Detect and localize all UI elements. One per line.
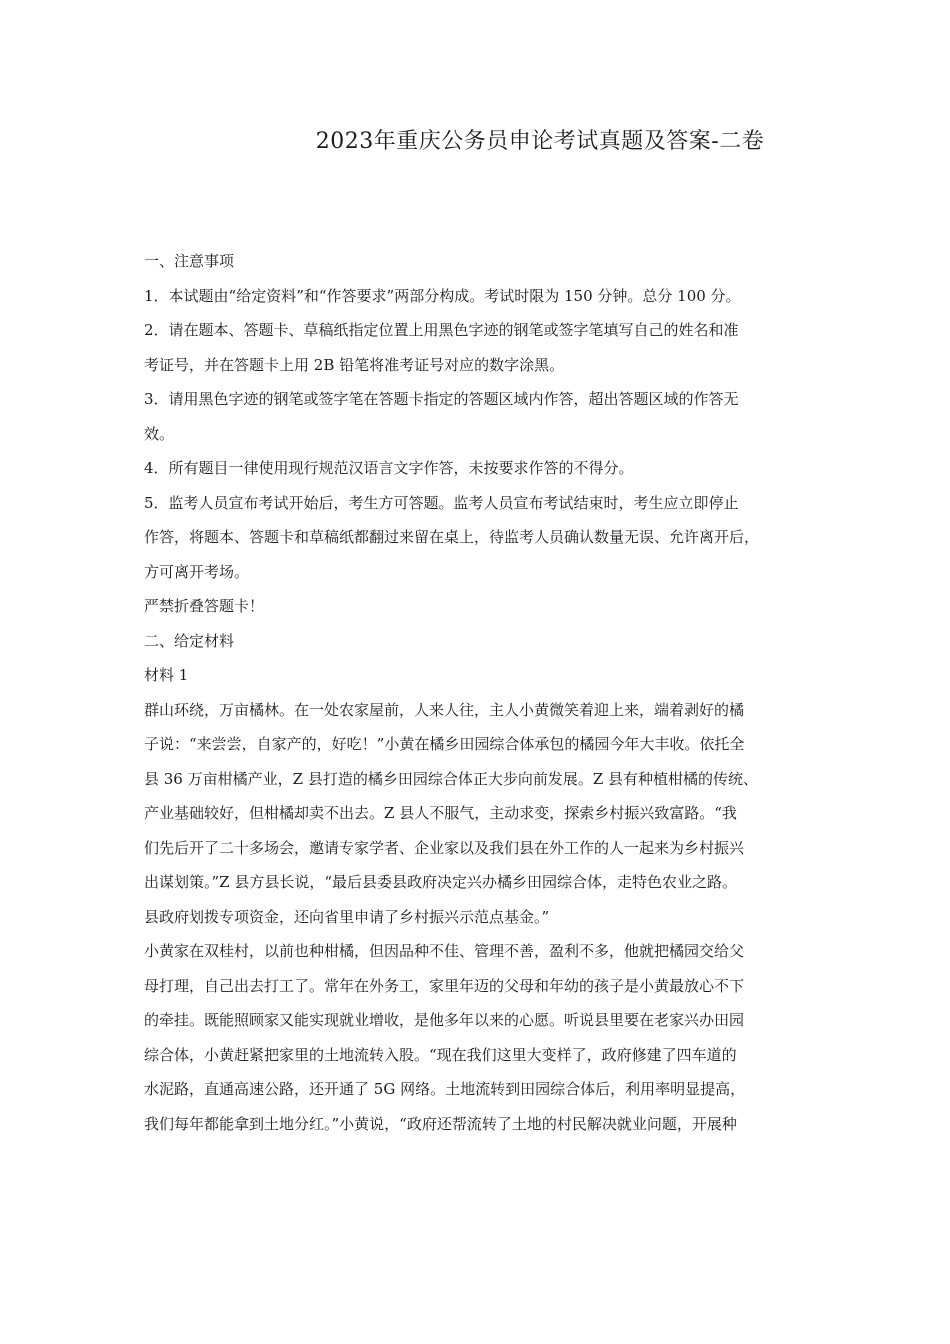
text-line: 县政府划拨专项资金，还向省里申请了乡村振兴示范点基金。”	[144, 907, 550, 926]
text-line: 方可离开考场。	[144, 562, 250, 581]
text-line: 母打理，自己出去打工了。常年在外务工，家里年迈的父母和年幼的孩子是小黄最放心不下	[144, 976, 745, 995]
text-line: 群山环绕，万亩橘林。在一处农家屋前，人来人往，主人小黄微笑着迎上来，端着剥好的橘	[144, 700, 745, 719]
text-line: 考证号，并在答题卡上用 2B 铅笔将准考证号对应的数字涂黑。	[144, 355, 565, 374]
text-line: 2．请在题本、答题卡、草稿纸指定位置上用黑色字迹的钢笔或签字笔填写自己的姓名和准	[144, 321, 739, 339]
text-line: 严禁折叠答题卡！	[144, 597, 265, 615]
text-line: 作答，将题本、答题卡和草稿纸都翻过来留在桌上，待监考人员确认数量无误、允许离开后，	[144, 528, 760, 546]
text-line: 县 36 万亩柑橘产业，Z 县打造的橘乡田园综合体正大步向前发展。Z 县有种植柑橘的传统、	[144, 769, 759, 788]
text-line: 出谋划策。”Z 县方县长说，“最后县委县政府决定兴办橘乡田园综合体，走特色农业之路。	[144, 873, 738, 891]
text-line: 产业基础较好，但柑橘却卖不出去。Z 县人不服气，主动求变，探索乡村振兴致富路。“我	[144, 804, 737, 822]
text-line: 水泥路，直通高速公路，还开通了 5G 网络。土地流转到田园综合体后，利用率明显提高，	[144, 1080, 746, 1098]
text-line: 1．本试题由“给定资料”和“作答要求”两部分构成。考试时限为 150 分钟。总分 100 分。	[144, 286, 741, 305]
text-line: 小黄家在双桂村，以前也种柑橘，但因品种不佳、管理不善，盈利不多，他就把橘园交给父	[144, 942, 745, 960]
text-line: 二、给定材料	[144, 631, 235, 650]
text-line: 的牵挂。既能照顾家又能实现就业增收，是他多年以来的心愿。听说县里要在老家兴办田园	[144, 1011, 745, 1029]
text-line: 我们每年都能拿到土地分红。”小黄说，“政府还帮流转了土地的村民解决就业问题，开展种	[144, 1114, 737, 1133]
text-line: 子说：“来尝尝，自家产的，好吃！”小黄在橘乡田园综合体承包的橘园今年大丰收。依托全	[144, 735, 745, 753]
text-line: 综合体，小黄赶紧把家里的土地流转入股。“现在我们这里大变样了，政府修建了四车道的	[144, 1045, 737, 1064]
document-title: 2023年重庆公务员申论考试真题及答案-二卷	[315, 129, 765, 154]
text-line: 效。	[144, 424, 175, 443]
text-line: 们先后开了二十多场会，邀请专家学者、企业家以及我们县在外工作的人一起来为乡村振兴	[144, 838, 745, 857]
text-line: 材料 1	[144, 666, 189, 684]
text-line: 5．监考人员宣布考试开始后，考生方可答题。监考人员宣布考试结束时，考生应立即停止	[144, 493, 739, 512]
document-body	[144, 244, 834, 1141]
text-line: 3．请用黑色字迹的钢笔或签字笔在答题卡指定的答题区域内作答，超出答题区域的作答无	[144, 390, 739, 408]
text-line: 一、注意事项	[144, 252, 235, 270]
text-line: 4．所有题目一律使用现行规范汉语言文字作答，未按要求作答的不得分。	[144, 459, 634, 477]
